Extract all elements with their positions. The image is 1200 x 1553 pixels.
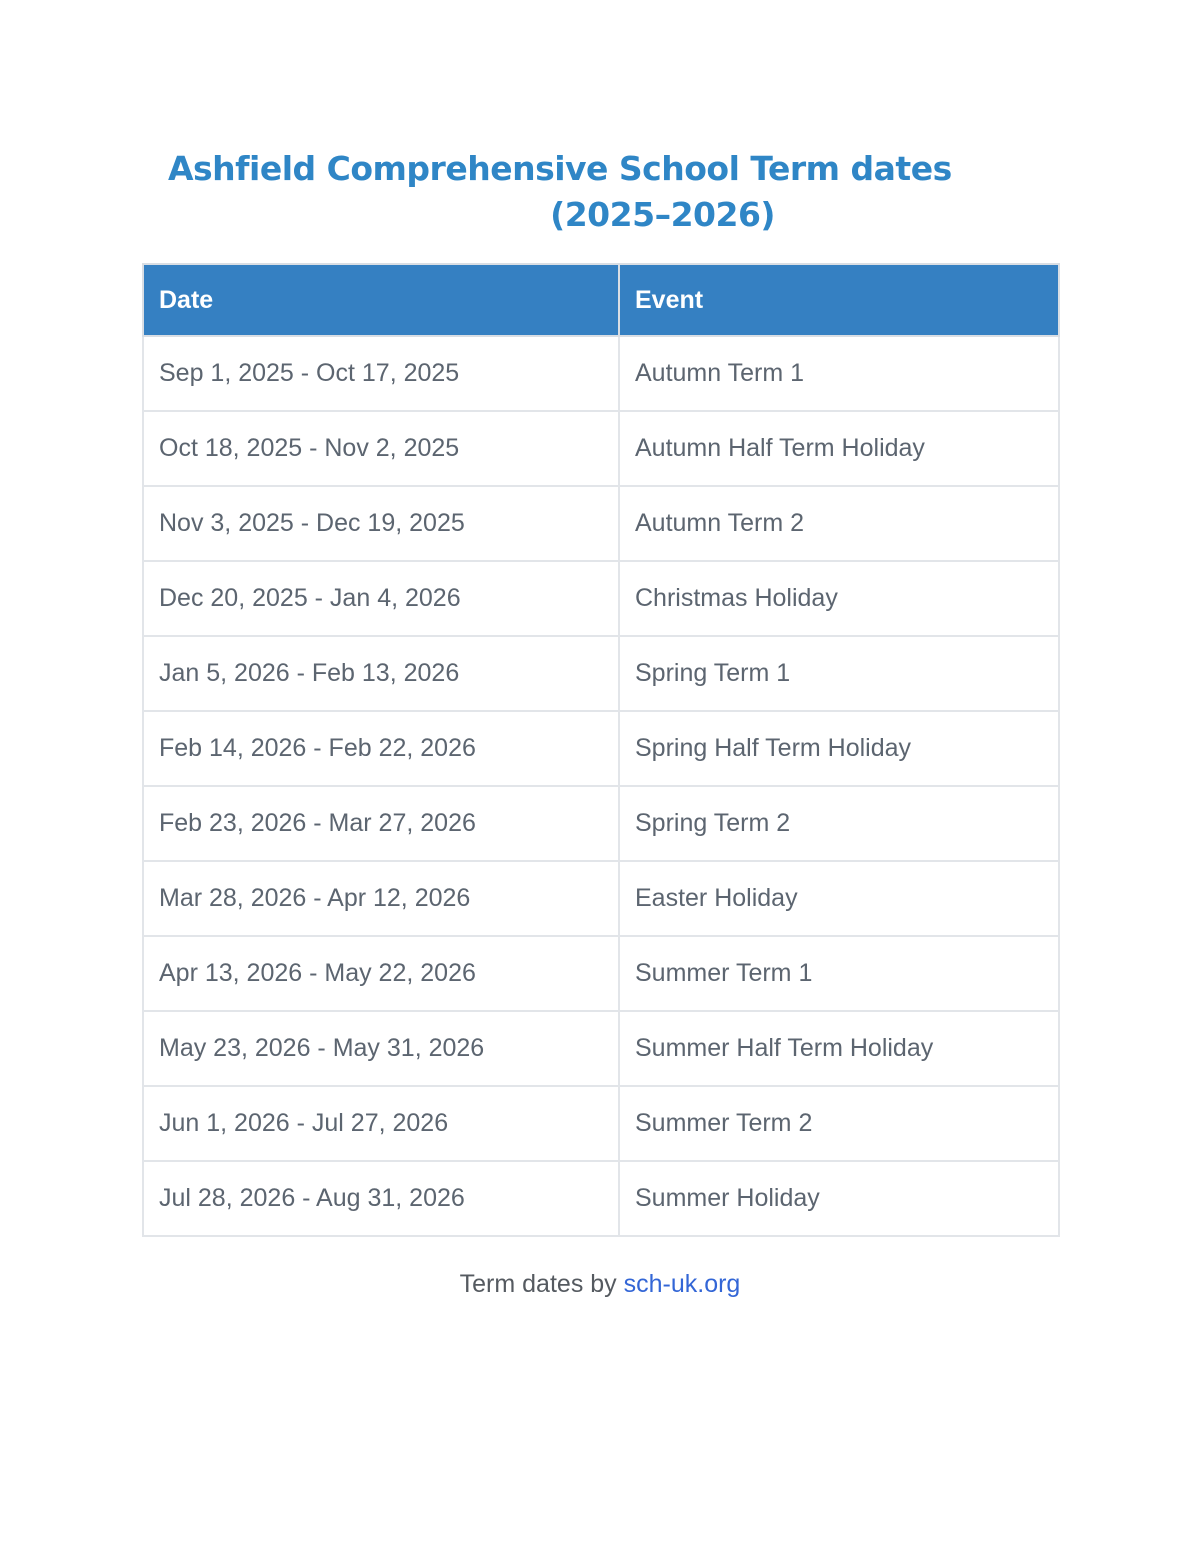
event-cell: Summer Holiday [619,1161,1059,1236]
page-title-line-2: (2025–2026) [550,195,775,234]
page-title-line-1: Ashfield Comprehensive School Term dates [168,149,952,188]
date-cell: Mar 28, 2026 - Apr 12, 2026 [143,861,619,936]
table-row [143,411,1059,486]
table-row [143,561,1059,636]
table-row [143,486,1059,561]
event-cell: Autumn Term 2 [619,486,1059,561]
event-cell: Christmas Holiday [619,561,1059,636]
table-row [143,636,1059,711]
date-cell: Nov 3, 2025 - Dec 19, 2025 [143,486,619,561]
event-cell: Autumn Term 1 [619,336,1059,411]
table-row [143,711,1059,786]
date-cell: Jun 1, 2026 - Jul 27, 2026 [143,1086,619,1161]
source-link[interactable]: sch-uk.org [623,1270,741,1298]
event-cell: Summer Term 1 [619,936,1059,1011]
table-row [143,336,1059,411]
table-header-row [143,264,1059,336]
date-cell: Jan 5, 2026 - Feb 13, 2026 [143,636,619,711]
event-cell: Summer Term 2 [619,1086,1059,1161]
event-cell: Summer Half Term Holiday [619,1011,1059,1086]
table-row [143,786,1059,861]
date-cell: Feb 14, 2026 - Feb 22, 2026 [143,711,619,786]
date-cell: Dec 20, 2025 - Jan 4, 2026 [143,561,619,636]
table-row [143,1011,1059,1086]
footer-prefix: Term dates by [459,1270,617,1298]
footer-credit [0,1270,1200,1299]
date-cell: Jul 28, 2026 - Aug 31, 2026 [143,1161,619,1236]
event-cell: Spring Half Term Holiday [619,711,1059,786]
date-cell: Feb 23, 2026 - Mar 27, 2026 [143,786,619,861]
event-cell: Spring Term 1 [619,636,1059,711]
table-row [143,936,1059,1011]
table-row [143,1161,1059,1236]
table-row [143,861,1059,936]
event-column-header: Event [619,264,1059,336]
date-cell: May 23, 2026 - May 31, 2026 [143,1011,619,1086]
event-cell: Easter Holiday [619,861,1059,936]
date-cell: Apr 13, 2026 - May 22, 2026 [143,936,619,1011]
event-cell: Autumn Half Term Holiday [619,411,1059,486]
term-dates-table [142,263,1060,1237]
date-cell: Oct 18, 2025 - Nov 2, 2025 [143,411,619,486]
page-title [168,146,952,238]
date-column-header: Date [143,264,619,336]
event-cell: Spring Term 2 [619,786,1059,861]
table-row [143,1086,1059,1161]
date-cell: Sep 1, 2025 - Oct 17, 2025 [143,336,619,411]
